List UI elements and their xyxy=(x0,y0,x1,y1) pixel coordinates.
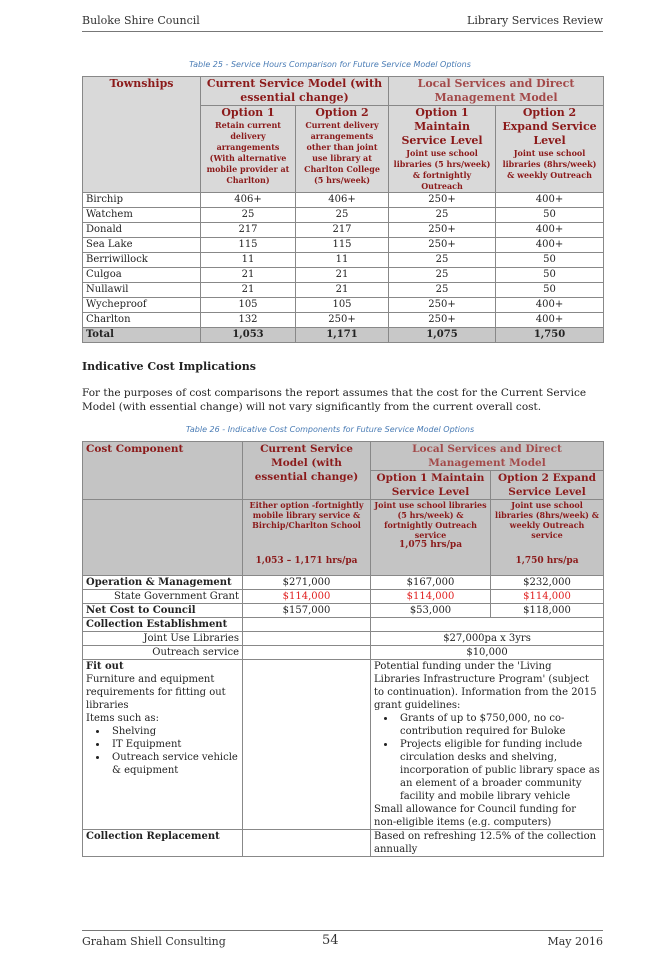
hours-value: 115 xyxy=(296,238,389,253)
township-row xyxy=(83,298,604,313)
total-label: Total xyxy=(83,328,201,343)
collection-establishment-row xyxy=(83,618,604,632)
fitout-row xyxy=(83,660,604,830)
hours-value: 132 xyxy=(201,313,296,328)
hours-value: 25 xyxy=(389,268,496,283)
outreach-row xyxy=(83,646,604,660)
hours-value: 217 xyxy=(201,223,296,238)
row-label: Joint Use Libraries xyxy=(83,632,243,646)
fitout-funding: Potential funding under the 'Living Libraries Infrastructure Program' (subject to continuation). Information from the 2015 grant guidelines: • Grants of up to $750,000, no co-contribution required for Buloke • Projects eligible for funding include circulation desks and shelving, incorporation of public library space as an element of a broader community facility and mobile library vehicle Small allowance for Council funding for non-eligible items (e.g. computers) xyxy=(371,660,604,830)
replacement-row xyxy=(83,830,604,857)
option-1-title: Option 1 Maintain Service Level xyxy=(371,471,491,500)
township-name: Watchem xyxy=(83,208,201,223)
total-value: 1,750 xyxy=(496,328,604,343)
list-item: • Grants of up to $750,000, no co-contribution required for Buloke xyxy=(396,712,600,738)
header-org: Buloke Shire Council xyxy=(82,14,200,27)
section-paragraph: For the purposes of cost comparisons the report assumes that the cost for the Current Service Model (with essential change) will not vary significantly from the current overall cost. xyxy=(82,387,587,413)
grant-value: $114,000 xyxy=(491,590,604,604)
net-cost-row xyxy=(83,604,604,618)
option-current-1: Option 1 Retain current delivery arrangements (With alternative mobile provider at Charlton) xyxy=(201,106,296,193)
row-label: Collection Establishment xyxy=(83,618,243,632)
fitout-desc: Fit out Furniture and equipment requirements for fitting out libraries Items such as: • Shelving • IT Equipment • Outreach service vehicle & equipment xyxy=(83,660,243,830)
list-item: • Projects eligible for funding include circulation desks and shelving, incorporation of public library space as an element of a broader community facility and mobile library vehicle xyxy=(396,738,600,803)
hours-value: 406+ xyxy=(201,193,296,208)
township-name: Wycheproof xyxy=(83,298,201,313)
hours-value: 400+ xyxy=(496,298,604,313)
township-row xyxy=(83,313,604,328)
section-heading: Indicative Cost Implications xyxy=(82,360,256,373)
township-name: Birchip xyxy=(83,193,201,208)
cost-value: $232,000 xyxy=(491,576,604,590)
cost-value: Based on refreshing 12.5% of the collection annually xyxy=(371,830,604,857)
row-label: Net Cost to Council xyxy=(83,604,243,618)
township-row xyxy=(83,283,604,298)
hours-value: 400+ xyxy=(496,313,604,328)
row-label: Operation & Management xyxy=(83,576,243,590)
hours-value: 50 xyxy=(496,283,604,298)
hours-value: 105 xyxy=(201,298,296,313)
table26-caption: Table 26 - Indicative Cost Components for Future Service Model Options xyxy=(185,425,475,434)
township-row xyxy=(83,208,604,223)
header-doc-title: Library Services Review xyxy=(467,14,603,27)
township-row xyxy=(83,193,604,208)
township-name: Nullawil xyxy=(83,283,201,298)
hours-value: 21 xyxy=(296,283,389,298)
table25-caption: Table 25 - Service Hours Comparison for Future Service Model Options xyxy=(189,60,471,69)
hours-value: 25 xyxy=(389,253,496,268)
row-label: Outreach service xyxy=(83,646,243,660)
township-row xyxy=(83,268,604,283)
group-local-model: Local Services and Direct Management Model xyxy=(371,442,604,471)
list-item: • Shelving xyxy=(108,725,239,738)
hours-value: 21 xyxy=(201,268,296,283)
hours-value: 21 xyxy=(296,268,389,283)
hours-value: 11 xyxy=(296,253,389,268)
col-cost-component: Cost Component xyxy=(83,442,243,500)
hours-value: 50 xyxy=(496,268,604,283)
hours-value: 250+ xyxy=(389,223,496,238)
footer-author: Graham Shiell Consulting xyxy=(82,935,226,948)
hours-value: 11 xyxy=(201,253,296,268)
cost-value: $167,000 xyxy=(371,576,491,590)
township-name: Culgoa xyxy=(83,268,201,283)
row-label: State Government Grant xyxy=(83,590,243,604)
group-local-model: Local Services and Direct Management Model xyxy=(389,77,604,106)
cost-value: $271,000 xyxy=(243,576,371,590)
current-model-desc: Either option -fortnightly mobile library service & Birchip/Charlton School 1,053 – 1,171 hrs/pa xyxy=(243,500,371,576)
option-local-2: Option 2 Expand Service Level Joint use school libraries (8hrs/week) & weekly Outreach xyxy=(496,106,604,193)
option-2-title: Option 2 Expand Service Level xyxy=(491,471,604,500)
page-header xyxy=(82,12,603,32)
township-row xyxy=(83,238,604,253)
row-label: Collection Replacement xyxy=(83,830,243,857)
township-name: Donald xyxy=(83,223,201,238)
cost-components-table xyxy=(82,441,604,857)
hours-value: 105 xyxy=(296,298,389,313)
township-name: Sea Lake xyxy=(83,238,201,253)
cost-value: $118,000 xyxy=(491,604,604,618)
hours-value: 250+ xyxy=(389,313,496,328)
total-row xyxy=(83,328,604,343)
list-item: • Outreach service vehicle & equipment xyxy=(108,751,239,777)
cost-value: $157,000 xyxy=(243,604,371,618)
hours-value: 21 xyxy=(201,283,296,298)
cost-value: $27,000pa x 3yrs xyxy=(371,632,604,646)
hours-value: 50 xyxy=(496,253,604,268)
hours-value: 400+ xyxy=(496,193,604,208)
hours-value: 250+ xyxy=(389,298,496,313)
group-current-model: Current Service Model (with essential change) xyxy=(243,442,371,500)
hours-value: 400+ xyxy=(496,238,604,253)
grant-value: $114,000 xyxy=(371,590,491,604)
op-mgmt-row xyxy=(83,576,604,590)
joint-use-row xyxy=(83,632,604,646)
hours-value: 115 xyxy=(201,238,296,253)
option-local-1: Option 1 Maintain Service Level Joint use school libraries (5 hrs/week) & fortnightly Outreach xyxy=(389,106,496,193)
grant-value: $114,000 xyxy=(243,590,371,604)
service-hours-table xyxy=(82,76,604,343)
grant-row xyxy=(83,590,604,604)
option-2-desc: Joint use school libraries (8hrs/week) & weekly Outreach service 1,750 hrs/pa xyxy=(491,500,604,576)
hours-value: 250+ xyxy=(389,193,496,208)
page-footer xyxy=(82,930,603,951)
cost-value: $10,000 xyxy=(371,646,604,660)
township-row xyxy=(83,223,604,238)
total-value: 1,075 xyxy=(389,328,496,343)
option-1-desc: Joint use school libraries (5 hrs/week) & fortnightly Outreach service 1,075 hrs/pa xyxy=(371,500,491,576)
cost-value: $53,000 xyxy=(371,604,491,618)
total-value: 1,171 xyxy=(296,328,389,343)
footer-date: May 2016 xyxy=(547,935,603,948)
hours-value: 250+ xyxy=(296,313,389,328)
hours-value: 50 xyxy=(496,208,604,223)
hours-value: 25 xyxy=(389,283,496,298)
township-name: Charlton xyxy=(83,313,201,328)
total-value: 1,053 xyxy=(201,328,296,343)
hours-value: 25 xyxy=(389,208,496,223)
option-current-2: Option 2 Current delivery arrangements other than joint use library at Charlton College (5 hrs/week) xyxy=(296,106,389,193)
group-current-model: Current Service Model (with essential change) xyxy=(201,77,389,106)
page-number: 54 xyxy=(322,933,339,948)
hours-value: 217 xyxy=(296,223,389,238)
township-name: Berriwillock xyxy=(83,253,201,268)
hours-value: 400+ xyxy=(496,223,604,238)
col-townships: Townships xyxy=(83,77,201,193)
hours-value: 250+ xyxy=(389,238,496,253)
township-row xyxy=(83,253,604,268)
hours-value: 25 xyxy=(296,208,389,223)
hours-value: 406+ xyxy=(296,193,389,208)
list-item: • IT Equipment xyxy=(108,738,239,751)
hours-value: 25 xyxy=(201,208,296,223)
